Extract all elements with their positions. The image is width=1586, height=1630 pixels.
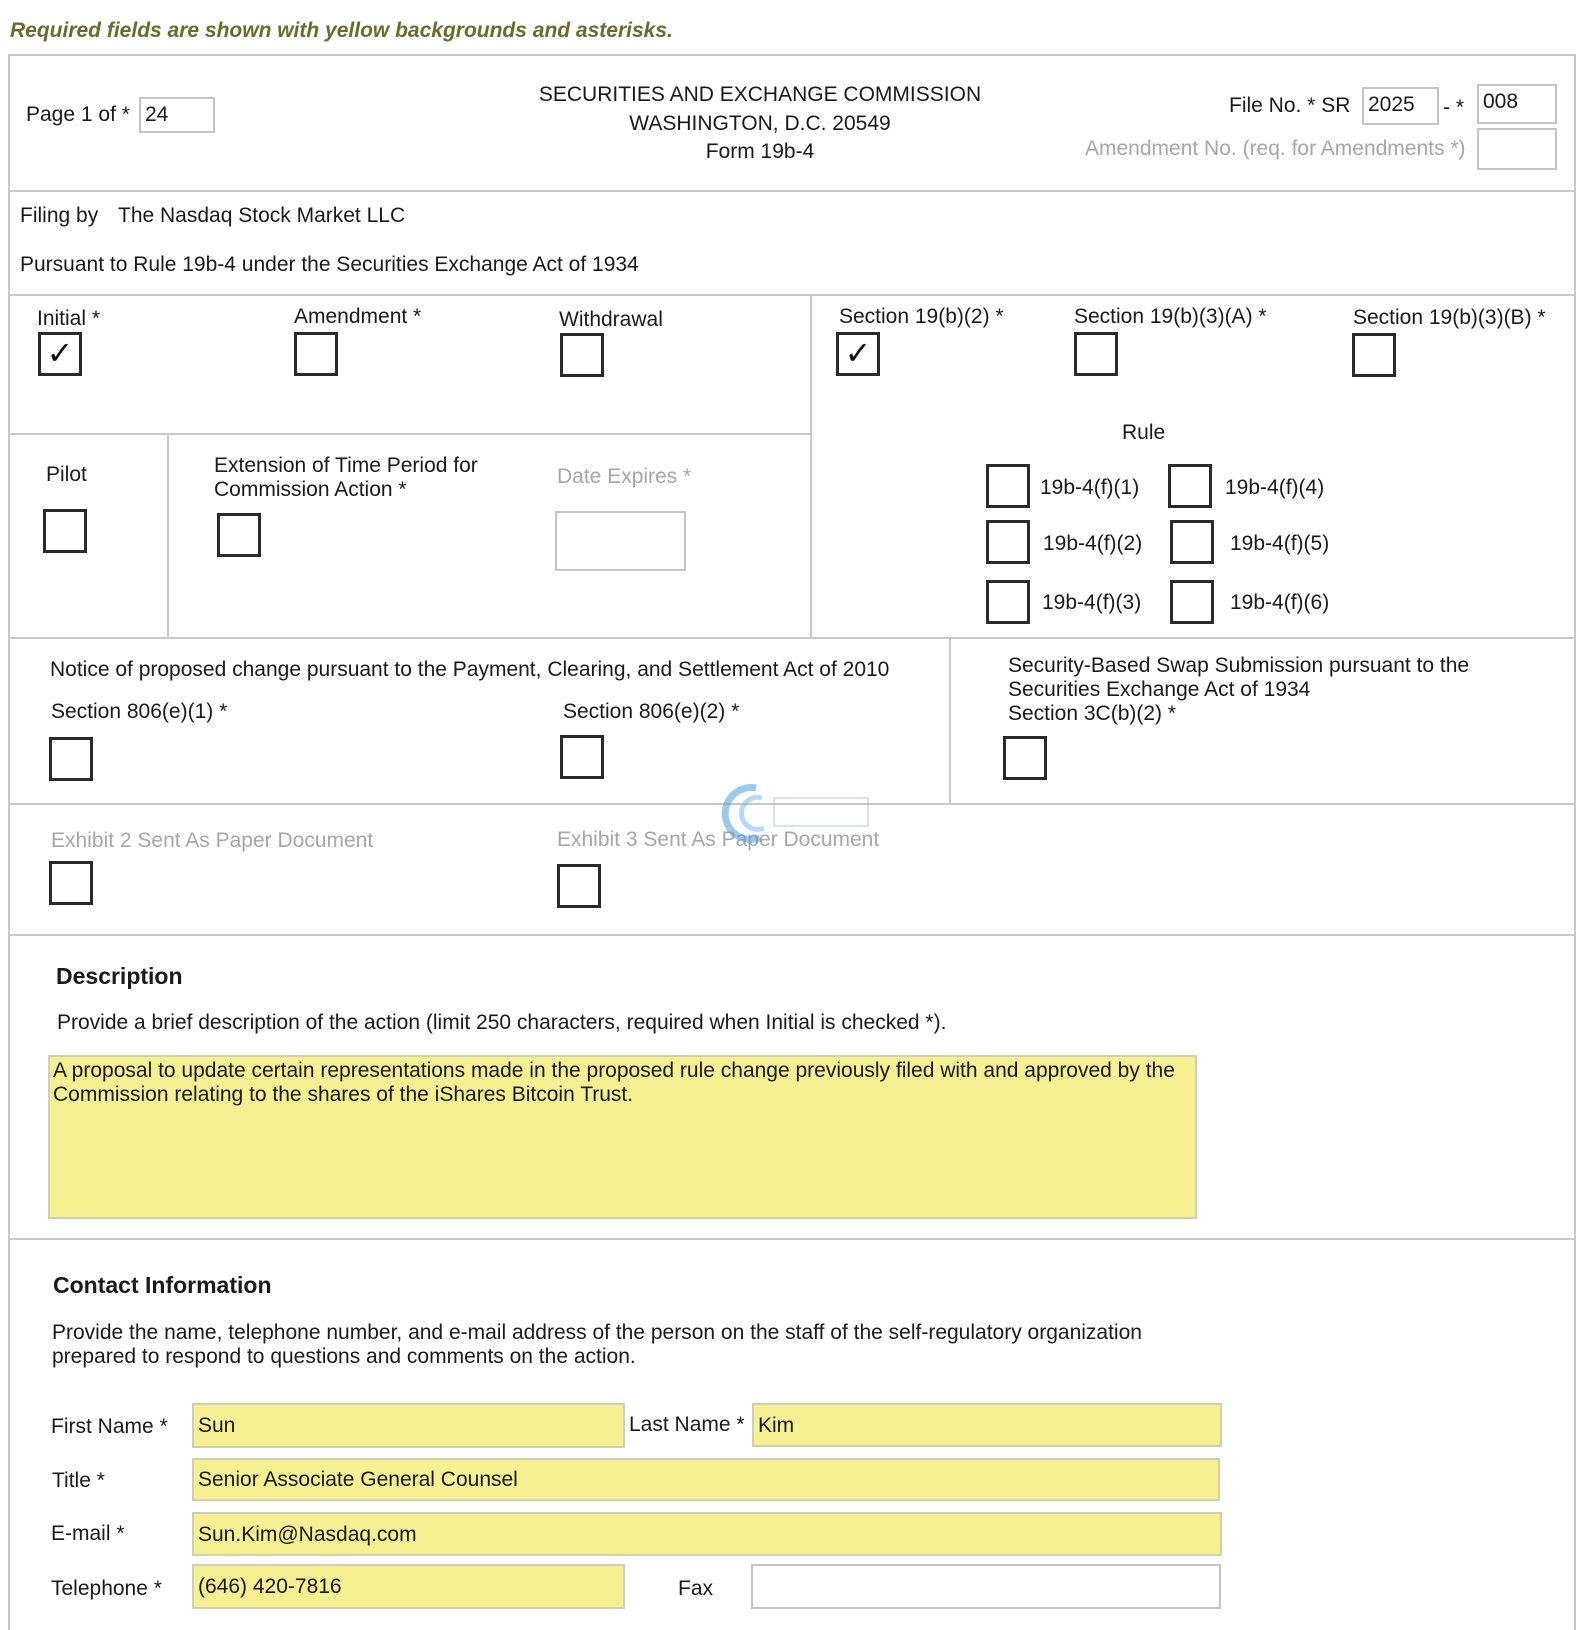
file-no-separator: - * [1443, 96, 1464, 119]
rule-f4-label: 19b-4(f)(4) [1225, 476, 1325, 499]
pilot-checkbox[interactable] [43, 509, 87, 553]
divider [167, 433, 169, 637]
telephone-label: Telephone * [51, 1577, 162, 1600]
section-806e2-checkbox[interactable] [560, 735, 604, 779]
file-no-label: File No. * SR [1229, 94, 1351, 117]
contact-instructions-line2: prepared to respond to questions and comments on the action. [52, 1345, 636, 1368]
agency-address: WASHINGTON, D.C. 20549 [629, 112, 891, 135]
title-input[interactable]: Senior Associate General Counsel [192, 1458, 1220, 1501]
exhibit2-checkbox[interactable] [49, 861, 93, 905]
divider [8, 934, 1576, 936]
rule-f5-label: 19b-4(f)(5) [1230, 532, 1330, 555]
rule-f5-checkbox[interactable] [1170, 520, 1214, 564]
form-title: Form 19b-4 [705, 140, 815, 163]
filing-by-value: The Nasdaq Stock Market LLC [118, 204, 406, 227]
exhibit3-checkbox[interactable] [557, 864, 601, 908]
contact-instructions: Provide the name, telephone number, and e-mail address of the person on the staff of the self-regulatory organization [52, 1321, 1142, 1344]
rule-f6-checkbox[interactable] [1170, 580, 1214, 624]
first-name-label: First Name * [51, 1415, 168, 1438]
file-no-year-input[interactable]: 2025 [1362, 87, 1439, 125]
swap-submission-label: Security-Based Swap Submission pursuant to the [1008, 654, 1470, 677]
file-no-number-input[interactable]: 008 [1477, 84, 1557, 124]
extension-checkbox[interactable] [217, 513, 261, 557]
divider [8, 637, 1576, 639]
divider [949, 637, 951, 803]
contact-heading: Contact Information [53, 1272, 272, 1298]
filing-by-label: Filing by [20, 204, 99, 227]
email-label: E-mail * [51, 1522, 125, 1545]
section-19b3a-label: Section 19(b)(3)(A) * [1074, 305, 1267, 328]
extension-label: Extension of Time Period for [214, 454, 478, 477]
initial-checkbox[interactable] [38, 332, 82, 376]
required-fields-notice: Required fields are shown with yellow backgrounds and asterisks. [10, 19, 673, 42]
rule-f2-checkbox[interactable] [986, 520, 1030, 564]
pursuant-text: Pursuant to Rule 19b-4 under the Securities Exchange Act of 1934 [20, 253, 639, 276]
rule-label: Rule [1122, 421, 1166, 444]
fax-input[interactable] [751, 1564, 1221, 1609]
checkmark-icon: ✓ [844, 335, 872, 371]
first-name-input[interactable]: Sun [192, 1403, 625, 1448]
rule-f3-label: 19b-4(f)(3) [1042, 591, 1142, 614]
description-heading: Description [56, 963, 183, 989]
amendment-checkbox[interactable] [294, 332, 338, 376]
section-19b3b-checkbox[interactable] [1352, 333, 1396, 377]
amendment-no-input[interactable] [1477, 128, 1557, 170]
description-textarea[interactable]: A proposal to update certain representations made in the proposed rule change previously filed with and approved by the Commission relating to the shares of the iShares Bitcoin Trust. [48, 1055, 1197, 1219]
description-instructions: Provide a brief description of the action (limit 250 characters, required when Initial is checked *). [57, 1011, 947, 1034]
rule-f4-checkbox[interactable] [1168, 464, 1212, 508]
section-19b3b-label: Section 19(b)(3)(B) * [1353, 306, 1546, 329]
last-name-label: Last Name * [629, 1413, 745, 1436]
rule-f1-label: 19b-4(f)(1) [1040, 476, 1140, 499]
rule-f2-label: 19b-4(f)(2) [1043, 532, 1143, 555]
page-label: Page 1 of * [26, 103, 130, 126]
page-total-input[interactable]: 24 [139, 97, 215, 133]
rule-f1-checkbox[interactable] [986, 464, 1030, 508]
divider [8, 294, 1576, 296]
email-input[interactable]: Sun.Kim@Nasdaq.com [192, 1512, 1222, 1556]
exhibit2-label: Exhibit 2 Sent As Paper Document [51, 829, 374, 852]
swap-submission-label-line2: Securities Exchange Act of 1934 [1008, 678, 1311, 701]
extension-label-line2: Commission Action * [214, 478, 407, 501]
pilot-label: Pilot [46, 463, 87, 486]
coin-logo-icon [716, 780, 876, 844]
withdrawal-checkbox[interactable] [560, 333, 604, 377]
section-806e2-label: Section 806(e)(2) * [563, 700, 740, 723]
divider [8, 433, 811, 435]
agency-name: SECURITIES AND EXCHANGE COMMISSION [538, 83, 982, 106]
section-3cb2-checkbox[interactable] [1003, 736, 1047, 780]
section-3cb2-label: Section 3C(b)(2) * [1008, 702, 1177, 725]
rule-f6-label: 19b-4(f)(6) [1230, 591, 1330, 614]
withdrawal-label: Withdrawal [559, 308, 663, 331]
divider [8, 190, 1576, 192]
fax-label: Fax [678, 1577, 714, 1600]
date-expires-input[interactable] [555, 511, 686, 571]
title-label: Title * [52, 1469, 105, 1492]
divider [810, 294, 812, 637]
initial-label: Initial * [37, 307, 101, 330]
telephone-input[interactable]: (646) 420-7816 [192, 1564, 625, 1609]
section-19b2-label: Section 19(b)(2) * [839, 305, 1004, 328]
clearing-notice-title: Notice of proposed change pursuant to the Payment, Clearing, and Settlement Act of 2010 [50, 658, 890, 681]
section-806e1-checkbox[interactable] [49, 737, 93, 781]
amendment-no-label: Amendment No. (req. for Amendments *) [1085, 137, 1466, 160]
section-19b2-checkbox[interactable] [836, 332, 880, 376]
divider [8, 1238, 1576, 1240]
section-19b3a-checkbox[interactable] [1074, 332, 1118, 376]
amendment-label: Amendment * [294, 305, 422, 328]
exhibit3-label: Exhibit 3 Sent As Paper Document [557, 828, 880, 851]
section-806e1-label: Section 806(e)(1) * [51, 700, 228, 723]
date-expires-label: Date Expires * [557, 465, 692, 488]
checkmark-icon: ✓ [46, 335, 74, 371]
last-name-input[interactable]: Kim [752, 1403, 1222, 1447]
rule-f3-checkbox[interactable] [986, 580, 1030, 624]
